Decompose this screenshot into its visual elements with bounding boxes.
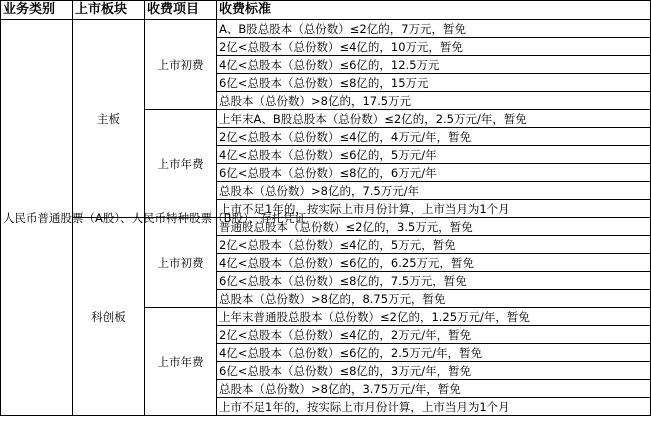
fee-item-main-initial: 上市初费 [145, 20, 217, 110]
fee-standard-cell: 普通股总股本（总份数）≤2亿的，3.5万元，暂免 [217, 218, 651, 236]
fee-standard-cell: 上市不足1年的，按实际上市月份计算，上市当月为1个月 [217, 200, 651, 218]
fee-standard-cell: 4亿<总股本（总份数）≤6亿的，12.5万元 [217, 56, 651, 74]
fee-standard-cell: 2亿<总股本（总份数）≤4亿的，4万元/年，暂免 [217, 128, 651, 146]
fee-standard-cell: 6亿<总股本（总份数）≤8亿的，6万元/年 [217, 164, 651, 182]
fee-item-main-annual: 上市年费 [145, 110, 217, 218]
fee-standard-cell: 2亿<总股本（总份数）≤4亿的，10万元，暂免 [217, 38, 651, 56]
fee-standard-cell: A、B股总股本（总份数）≤2亿的，7万元，暂免 [217, 20, 651, 38]
fee-standard-cell: 4亿<总股本（总份数）≤6亿的，5万元/年 [217, 146, 651, 164]
business-category-cell: 人民币普通股票（A股）、人民币特种股票（B股）、存托凭证 [1, 20, 73, 416]
header-fee-standard: 收费标准 [217, 1, 651, 20]
fee-standard-cell: 总股本（总份数）>8亿的，8.75万元，暂免 [217, 290, 651, 308]
fee-standard-cell: 总股本（总份数）>8亿的，7.5万元/年 [217, 182, 651, 200]
fee-standard-cell: 4亿<总股本（总份数）≤6亿的，6.25万元，暂免 [217, 254, 651, 272]
fee-standard-cell: 6亿<总股本（总份数）≤8亿的，7.5万元，暂免 [217, 272, 651, 290]
fee-standard-cell: 6亿<总股本（总份数）≤8亿的，3万元/年，暂免 [217, 362, 651, 380]
fee-standard-cell: 6亿<总股本（总份数）≤8亿的，15万元 [217, 74, 651, 92]
board-main-cell: 主板 [73, 20, 145, 218]
header-business-category: 业务类别 [1, 1, 73, 20]
fee-standard-cell: 上市不足1年的，按实际上市月份计算，上市当月为1个月 [217, 398, 651, 416]
fee-standard-cell: 上年末普通股总股本（总份数）≤2亿的，1.25万元/年，暂免 [217, 308, 651, 326]
fee-standard-cell: 4亿<总股本（总份数）≤6亿的，2.5万元/年，暂免 [217, 344, 651, 362]
header-row [1, 1, 651, 20]
fee-item-star-annual: 上市年费 [145, 308, 217, 416]
header-listing-board: 上市板块 [73, 1, 145, 20]
fee-standard-cell: 总股本（总份数）>8亿的，17.5万元 [217, 92, 651, 110]
table-row [1, 20, 651, 38]
fee-standard-cell: 2亿<总股本（总份数）≤4亿的，2万元/年，暂免 [217, 326, 651, 344]
fee-standard-cell: 总股本（总份数）>8亿的，3.75万元/年，暂免 [217, 380, 651, 398]
board-star-cell: 科创板 [73, 218, 145, 416]
header-fee-item: 收费项目 [145, 1, 217, 20]
fee-item-star-initial: 上市初费 [145, 218, 217, 308]
fee-standard-cell: 上年末A、B股总股本（总份数）≤2亿的，2.5万元/年，暂免 [217, 110, 651, 128]
fee-standard-cell: 2亿<总股本（总份数）≤4亿的，5万元，暂免 [217, 236, 651, 254]
